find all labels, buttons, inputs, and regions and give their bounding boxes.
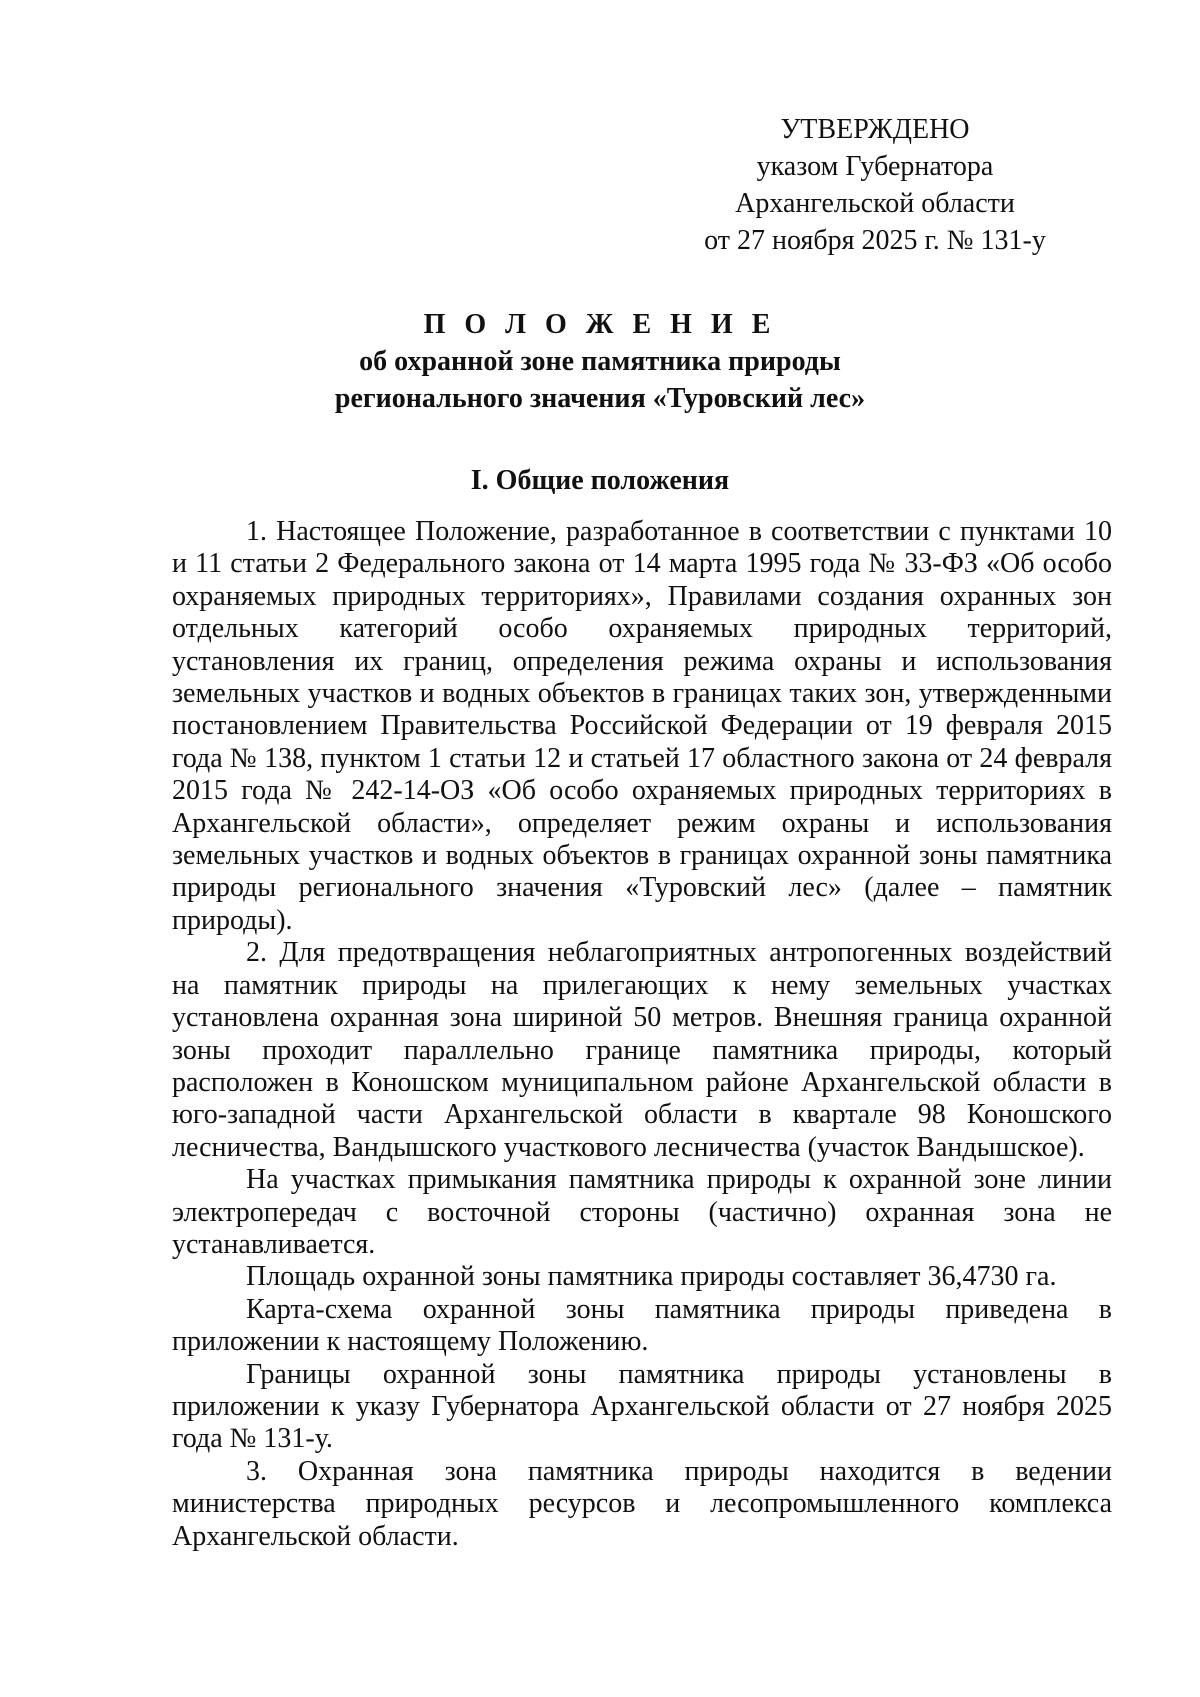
- document-title: [120, 306, 1080, 417]
- title-subtitle-line1: об охранной зоне памятника природы: [359, 346, 841, 377]
- paragraph-3: На участках примыкания памятника природы к охранной зоне линии электропередач с восточной стороны (частично) охранная зона не устанавливается.: [172, 1164, 1112, 1260]
- document-body: [172, 516, 1112, 1553]
- approval-line-date: от 27 ноября 2025 г. № 131-у: [704, 225, 1046, 256]
- approval-stamp: [700, 111, 1050, 259]
- paragraph-1: 1. Настоящее Положение, разработанное в соответствии с пунктами 10 и 11 статьи 2 Федерального закона от 14 марта 1995 года № 33-ФЗ «Об особо охраняемых природных территориях», Правилами создания охранных зон отдельных категорий особо охраняемых природных территорий, установления их границ, определения режима охраны и использования земельных участков и водных объектов в границах таких зон, утвержденными постановлением Правительства Российской Федерации от 19 февраля 2015 года № 138, пунктом 1 статьи 12 и статьей 17 областного закона от 24 февраля 2015 года № 242-14-ОЗ «Об особо охраняемых природных территориях в Архангельской области», определяет режим охраны и использования земельных участков и водных объектов в границах охранной зоны памятника природы регионального значения «Туровский лес» (далее – памятник природы).: [172, 516, 1112, 936]
- paragraph-5: Карта-схема охранной зоны памятника природы приведена в приложении к настоящему Положению.: [172, 1293, 1112, 1358]
- paragraph-6: Границы охранной зоны памятника природы установлены в приложении к указу Губернатора Архангельской области от 27 ноября 2025 года № 131-у.: [172, 1358, 1112, 1455]
- approval-line-decree: указом Губернатора: [756, 151, 994, 182]
- section-heading: I. Общие положения: [470, 465, 730, 496]
- title-main: П О Л О Ж Е Н И Е: [423, 309, 777, 340]
- approval-line-region: Архангельской области: [735, 188, 1015, 219]
- approval-line-approved: УТВЕРЖДЕНО: [780, 114, 970, 145]
- paragraph-2: 2. Для предотвращения неблагоприятных антропогенных воздействий на памятник природы на прилегающих к нему земельных участках установлена охранная зона шириной 50 метров. Внешняя граница охранной зоны проходит параллельно границе памятника природы, который расположен в Коношском муниципальном районе Архангельской области в юго-западной части Архангельской области в квартале 98 Коношского лесничества, Вандышского участкового лесничества (участок Вандышское).: [172, 937, 1112, 1163]
- paragraph-7: 3. Охранная зона памятника природы находится в ведении министерства природных ресурсов и лесопромышленного комплекса Архангельской области.: [172, 1455, 1112, 1552]
- paragraph-4: Площадь охранной зоны памятника природы составляет 36,4730 га.: [246, 1261, 1057, 1293]
- title-subtitle-line2: регионального значения «Туровский лес»: [334, 383, 866, 414]
